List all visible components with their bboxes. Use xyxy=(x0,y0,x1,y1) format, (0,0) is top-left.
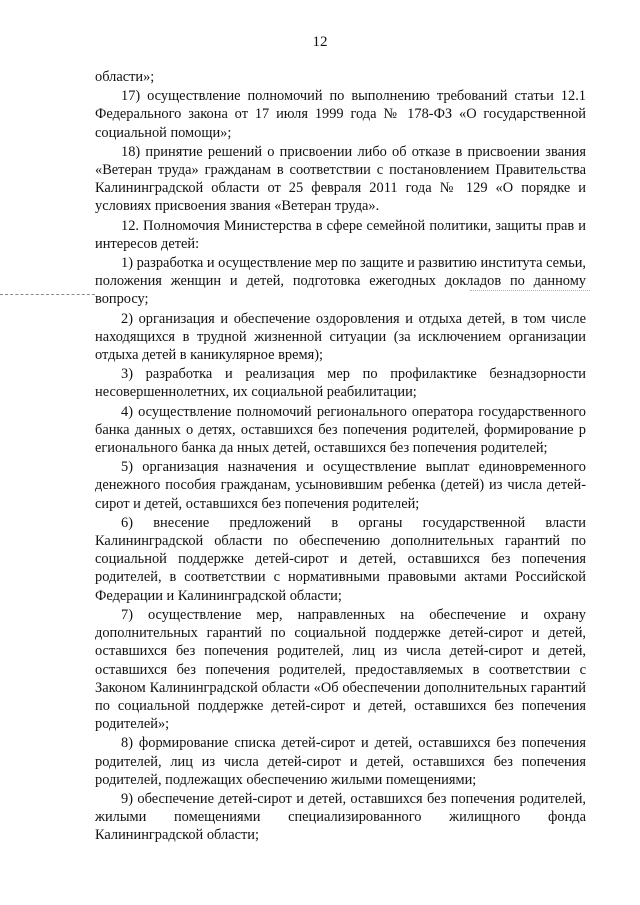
paragraph-item-17: 17) осуществление полномочий по выполнению требований статьи 12.1 Федерального закона от 17 июля 1999 года № 178-ФЗ «О государственной социальной помощи»; xyxy=(95,88,586,141)
paragraph-item-1: 1) разработка и осуществление мер по защите и развитию института семьи, положения женщин и детей, подготовка ежегодных докладов по данному вопросу; xyxy=(95,255,586,308)
paragraph-item-5: 5) организация назначения и осуществление выплат единовременного денежного пособия гражданам, усыновившим ребенка (детей) из числа детей-сирот и детей, оставшихся без попечения родителей; xyxy=(95,459,586,512)
paragraph-item-7: 7) осуществление мер, направленных на обеспечение и охрану дополнительных гарантий по социальной поддержке детей-сирот и детей, оставшихся без попечения родителей, лиц из числа детей-сирот и детей, оставшихся без попечения родителей, предоставляемых в соответствии с Законом Калининградской области «Об обеспечении дополнительных гарантий по социальной поддержке детей-сирот и детей, оставшихся без попечения родителей»; xyxy=(95,606,586,733)
paragraph-item-18: 18) принятие решений о присвоении либо об отказе в присвоении звания «Ветеран труда» гражданам в соответствии с постановлением Правительства Калининградской области от 25 февраля 2011 года № 129 «О порядке и условиях присвоения звания «Ветеран труда». xyxy=(95,143,586,215)
scan-artifact-line xyxy=(0,294,95,295)
paragraph-item-8: 8) формирование списка детей-сирот и детей, оставшихся без попечения родителей, лиц из числа детей-сирот и детей, оставшихся без попечения родителей, подлежащих обеспечению жилыми помещениями; xyxy=(95,735,586,788)
paragraph-item-6: 6) внесение предложений в органы государственной власти Калининградской области по обеспечению дополнительных гарантий по социальной поддержке детей-сирот и детей, оставшихся без попечения родителей, в соответствии с нормативными правовыми актами Российской Федерации и Калининградской области; xyxy=(95,514,586,604)
paragraph-item-3: 3) разработка и реализация мер по профилактике безнадзорности несовершеннолетних, их социальной реабилитации; xyxy=(95,366,586,401)
paragraph-continuation: области»; xyxy=(95,69,155,85)
paragraph-item-9: 9) обеспечение детей-сирот и детей, оставшихся без попечения родителей, жилыми помещениями специализированного жилищного фонда Калининградской области; xyxy=(95,790,586,844)
paragraph-item-4: 4) осуществление полномочий регионального оператора государственного банка данных о детях, оставшихся без попечения родителей, формирование р егионального банка да нных детей, оставшихся без попечения родителей; xyxy=(95,403,586,457)
paragraph-item-2: 2) организация и обеспечение оздоровления и отдыха детей, в том числе находящихся в трудной жизненной ситуации (за исключением организации отдыха детей в каникулярное время); xyxy=(95,310,586,364)
page-number: 12 xyxy=(312,34,328,50)
document-body xyxy=(95,68,586,845)
paragraph-section-12: 12. Полномочия Министерства в сфере семейной политики, защиты прав и интересов детей: xyxy=(95,217,586,252)
